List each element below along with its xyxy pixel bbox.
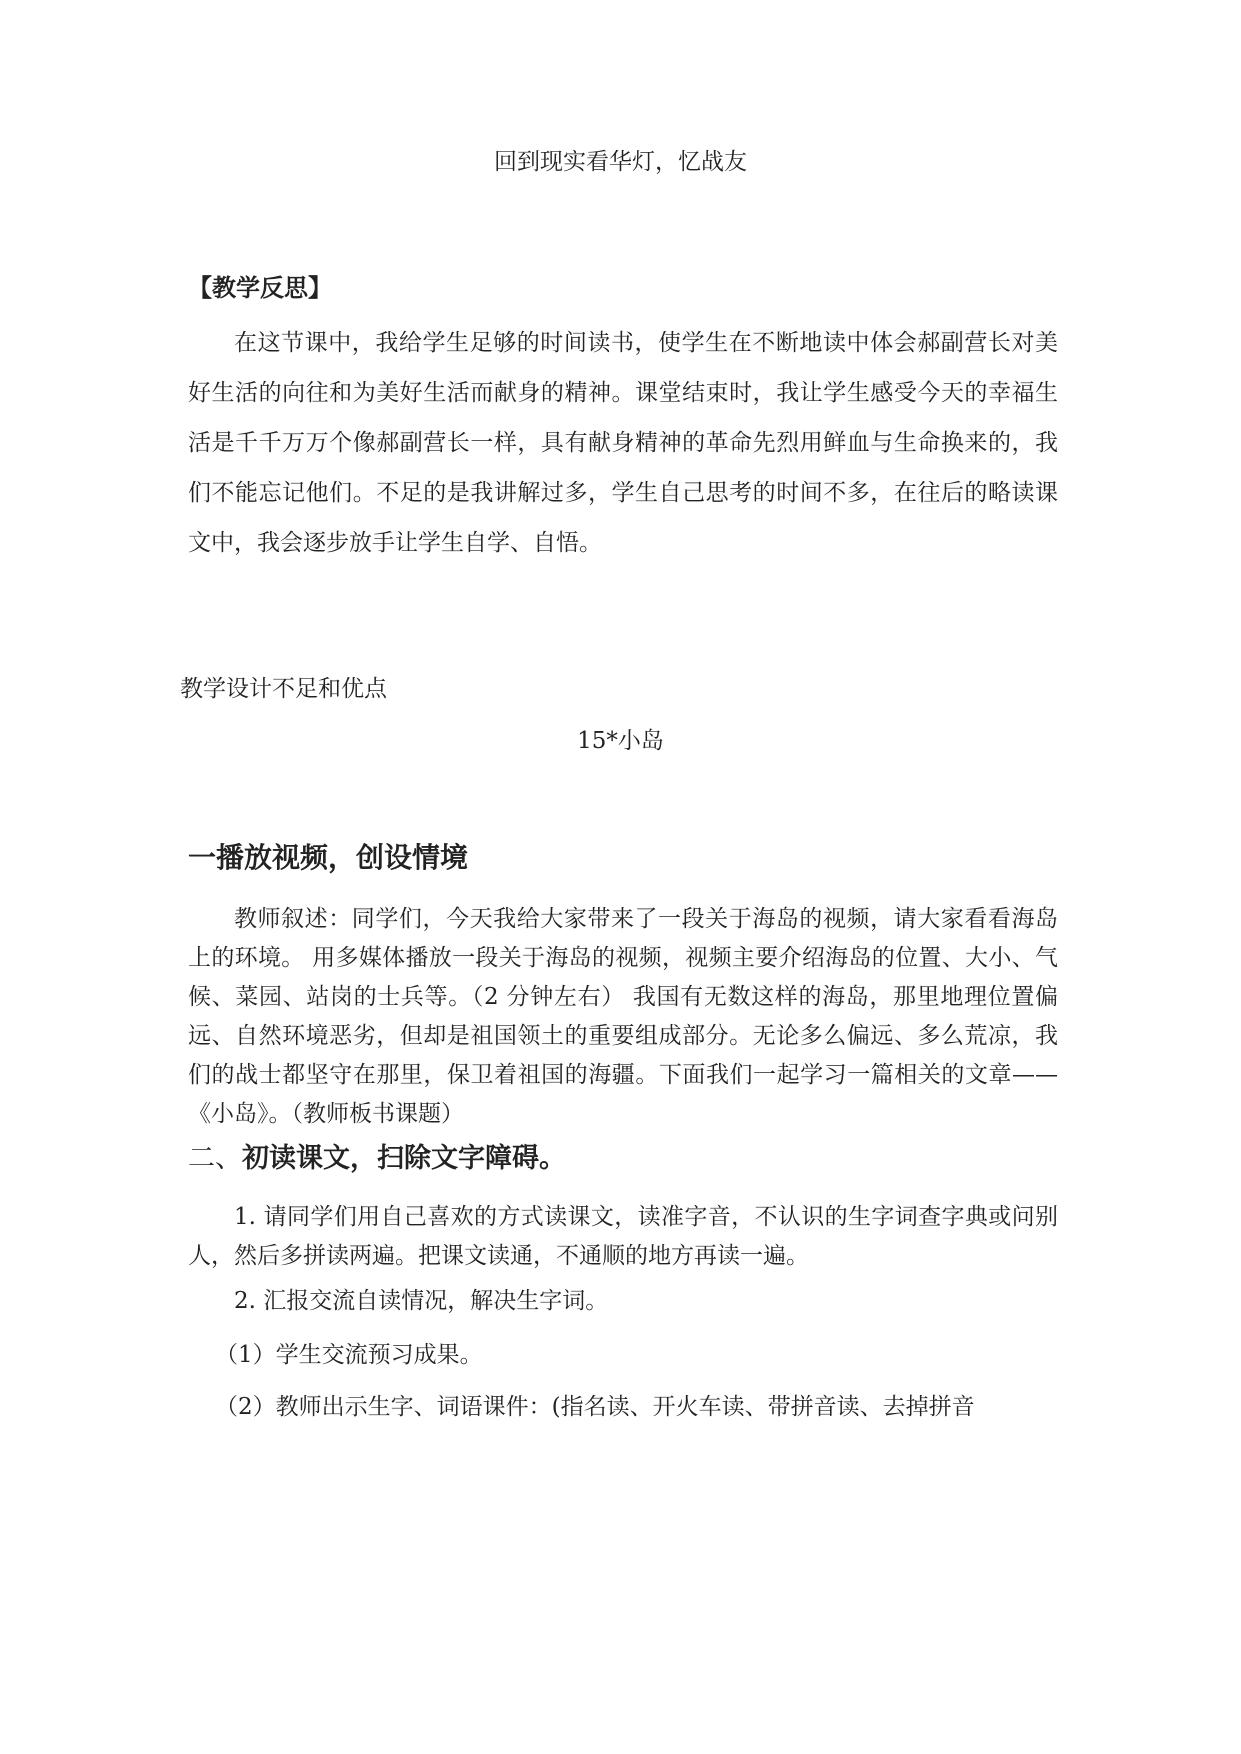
reflection-heading: 【教学反思】 (188, 274, 332, 302)
section2-item1: 1. 请同学们用自己喜欢的方式读课文，读准字音，不认识的生字词查字典或问别人，然后多拼读两遍。把课文读通，不通顺的地方再读一遍。 (188, 1204, 1058, 1269)
section2-heading (188, 1136, 1058, 1175)
reflection-paragraph: 在这节课中，我给学生足够的时间读书，使学生在不断地读中体会郝副营长对美好生活的向往和为美好生活而献身的精神。课堂结束时，我让学生感受今天的幸福生活是千千万万个像郝副营长一样，具有献身精神的革命先烈用鲜血与生命换来的，我们不能忘记他们。不足的是我讲解过多，学生自己思考的时间不多，在往后的略读课文中，我会逐步放手让学生自学、自悟。 (188, 330, 1058, 556)
lesson-title: 15*小岛 (577, 728, 664, 754)
section1-heading: 一播放视频，创设情境 (188, 841, 469, 874)
top-line: 回到现实看华灯，忆战友 (494, 149, 747, 175)
section2-heading-main: 初读课文，扫除文字障碍。 (242, 1143, 566, 1174)
section2-sub2: （2）教师出示生字、词语课件：(指名读、开火车读、带拼音读、去掉拼音 (215, 1394, 975, 1420)
section2-sub1: （1）学生交流预习成果。 (215, 1342, 483, 1368)
section2-item2: 2. 汇报交流自读情况，解决生字词。 (234, 1288, 609, 1314)
section2-heading-prefix: 二、 (188, 1143, 242, 1174)
design-label: 教学设计不足和优点 (180, 676, 387, 702)
section1-paragraph: 教师叙述：同学们，今天我给大家带来了一段关于海岛的视频，请大家看看海岛上的环境。 用多媒体播放一段关于海岛的视频，视频主要介绍海岛的位置、大小、气候、菜园、站岗的士兵等。（2 分钟左右） 我国有无数这样的海岛，那里地理位置偏远、自然环境恶劣，但却是祖国领土的重要组成部分。无论多么偏远、多么荒凉，我们的战士都坚守在那里，保卫着祖国的海疆。下面我们一起学习一篇相关的文章——《小岛》。（教师板书课题） (188, 906, 1058, 1127)
